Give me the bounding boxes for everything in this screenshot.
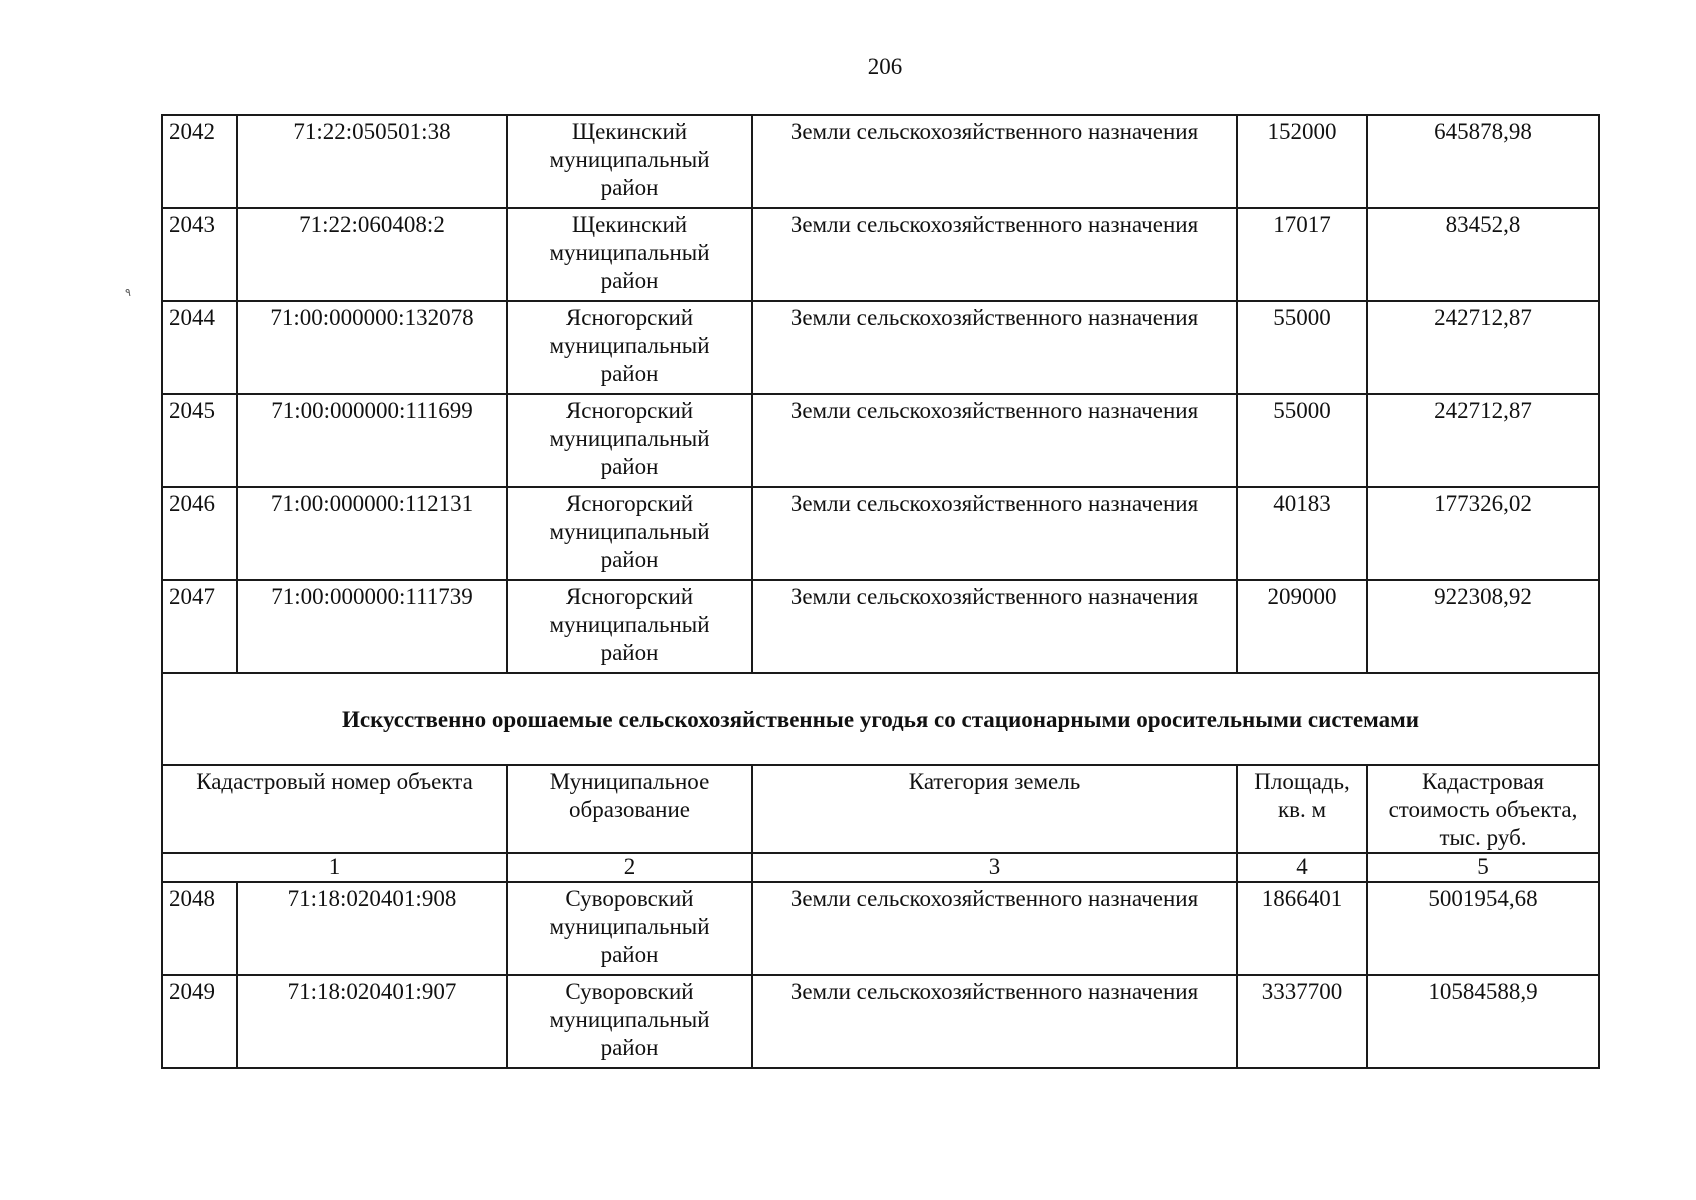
municipality-line: муниципальный — [549, 333, 710, 358]
table-row — [162, 301, 1599, 394]
row-number-cell: 2046 — [162, 487, 237, 580]
municipality-line: район — [600, 1035, 659, 1060]
table-row — [162, 975, 1599, 1068]
municipality-line: Суворовский — [565, 979, 694, 1004]
cadastral-cost-cell: 5001954,68 — [1367, 882, 1599, 975]
row-number-cell: 2044 — [162, 301, 237, 394]
cadastral-cost-cell: 645878,98 — [1367, 115, 1599, 208]
municipality-line: Щекинский — [571, 119, 688, 144]
land-category-cell: Земли сельскохозяйственного назначения — [752, 580, 1237, 673]
area-cell: 3337700 — [1237, 975, 1367, 1068]
area-cell: 55000 — [1237, 301, 1367, 394]
header-cadastral: Кадастровый номер объекта — [162, 765, 507, 853]
cadastral-cost-cell: 177326,02 — [1367, 487, 1599, 580]
land-category-cell: Земли сельскохозяйственного назначения — [752, 208, 1237, 301]
cadastral-number-cell: 71:18:020401:908 — [237, 882, 507, 975]
land-category-cell: Земли сельскохозяйственного назначения — [752, 301, 1237, 394]
municipality-line: район — [600, 547, 659, 572]
municipality-cell — [507, 580, 752, 673]
municipality-line: Ясногорский — [565, 398, 694, 423]
cadastral-number-cell: 71:22:060408:2 — [237, 208, 507, 301]
municipality-cell — [507, 301, 752, 394]
municipality-line: муниципальный — [549, 426, 710, 451]
municipality-line: район — [600, 942, 659, 967]
header-area: Площадь, кв. м — [1237, 765, 1367, 853]
area-cell: 40183 — [1237, 487, 1367, 580]
header-row — [162, 765, 1599, 853]
municipality-line: Суворовский — [565, 886, 694, 911]
municipality-line: муниципальный — [549, 519, 710, 544]
section-row — [162, 673, 1599, 765]
stray-mark: ٩ — [125, 287, 131, 299]
table-row — [162, 487, 1599, 580]
table-row — [162, 394, 1599, 487]
section-title: Искусственно орошаемые сельскохозяйственные угодья со стационарными оросительными системами — [162, 673, 1599, 765]
municipality-cell — [507, 208, 752, 301]
municipality-line: район — [600, 361, 659, 386]
column-number: 2 — [507, 853, 752, 882]
cadastral-cost-cell: 10584588,9 — [1367, 975, 1599, 1068]
land-category-cell: Земли сельскохозяйственного назначения — [752, 115, 1237, 208]
column-number: 4 — [1237, 853, 1367, 882]
area-cell: 55000 — [1237, 394, 1367, 487]
row-number-cell: 2043 — [162, 208, 237, 301]
column-number: 1 — [162, 853, 507, 882]
area-cell: 17017 — [1237, 208, 1367, 301]
column-number: 5 — [1367, 853, 1599, 882]
municipality-line: муниципальный — [549, 1007, 710, 1032]
municipality-line: муниципальный — [549, 147, 710, 172]
land-category-cell: Земли сельскохозяйственного назначения — [752, 394, 1237, 487]
municipality-cell — [507, 115, 752, 208]
table-row — [162, 115, 1599, 208]
cadastral-number-cell: 71:00:000000:132078 — [237, 301, 507, 394]
area-cell: 1866401 — [1237, 882, 1367, 975]
cadastral-number-cell: 71:00:000000:111699 — [237, 394, 507, 487]
row-number-cell: 2048 — [162, 882, 237, 975]
municipality-line: муниципальный — [549, 240, 710, 265]
cadastral-number-cell: 71:22:050501:38 — [237, 115, 507, 208]
column-number: 3 — [752, 853, 1237, 882]
land-category-cell: Земли сельскохозяйственного назначения — [752, 882, 1237, 975]
cadastral-cost-cell: 922308,92 — [1367, 580, 1599, 673]
municipality-line: Щекинский — [571, 212, 688, 237]
cadastral-cost-cell: 242712,87 — [1367, 394, 1599, 487]
municipality-cell — [507, 487, 752, 580]
table-row — [162, 882, 1599, 975]
header-cost: Кадастровая стоимость объекта, тыс. руб. — [1367, 765, 1599, 853]
cadastral-cost-cell: 83452,8 — [1367, 208, 1599, 301]
cadastral-number-cell: 71:00:000000:112131 — [237, 487, 507, 580]
municipality-cell — [507, 394, 752, 487]
municipality-line: район — [600, 175, 659, 200]
municipality-line: Ясногорский — [565, 584, 694, 609]
municipality-line: район — [600, 640, 659, 665]
municipality-line: муниципальный — [549, 612, 710, 637]
row-number-cell: 2049 — [162, 975, 237, 1068]
land-category-cell: Земли сельскохозяйственного назначения — [752, 975, 1237, 1068]
column-number-row — [162, 853, 1599, 882]
municipality-line: район — [600, 268, 659, 293]
row-number-cell: 2042 — [162, 115, 237, 208]
land-category-cell: Земли сельскохозяйственного назначения — [752, 487, 1237, 580]
municipality-cell — [507, 882, 752, 975]
table-row — [162, 580, 1599, 673]
municipality-line: муниципальный — [549, 914, 710, 939]
area-cell: 152000 — [1237, 115, 1367, 208]
land-registry-table — [161, 114, 1600, 1069]
row-number-cell: 2045 — [162, 394, 237, 487]
municipality-line: Ясногорский — [565, 305, 694, 330]
area-cell: 209000 — [1237, 580, 1367, 673]
row-number-cell: 2047 — [162, 580, 237, 673]
page-number: 206 — [867, 54, 903, 79]
table-row — [162, 208, 1599, 301]
municipality-line: район — [600, 454, 659, 479]
cadastral-number-cell: 71:18:020401:907 — [237, 975, 507, 1068]
municipality-cell — [507, 975, 752, 1068]
header-municipality: Муниципальное образование — [507, 765, 752, 853]
header-category: Категория земель — [752, 765, 1237, 853]
municipality-line: Ясногорский — [565, 491, 694, 516]
cadastral-cost-cell: 242712,87 — [1367, 301, 1599, 394]
cadastral-number-cell: 71:00:000000:111739 — [237, 580, 507, 673]
